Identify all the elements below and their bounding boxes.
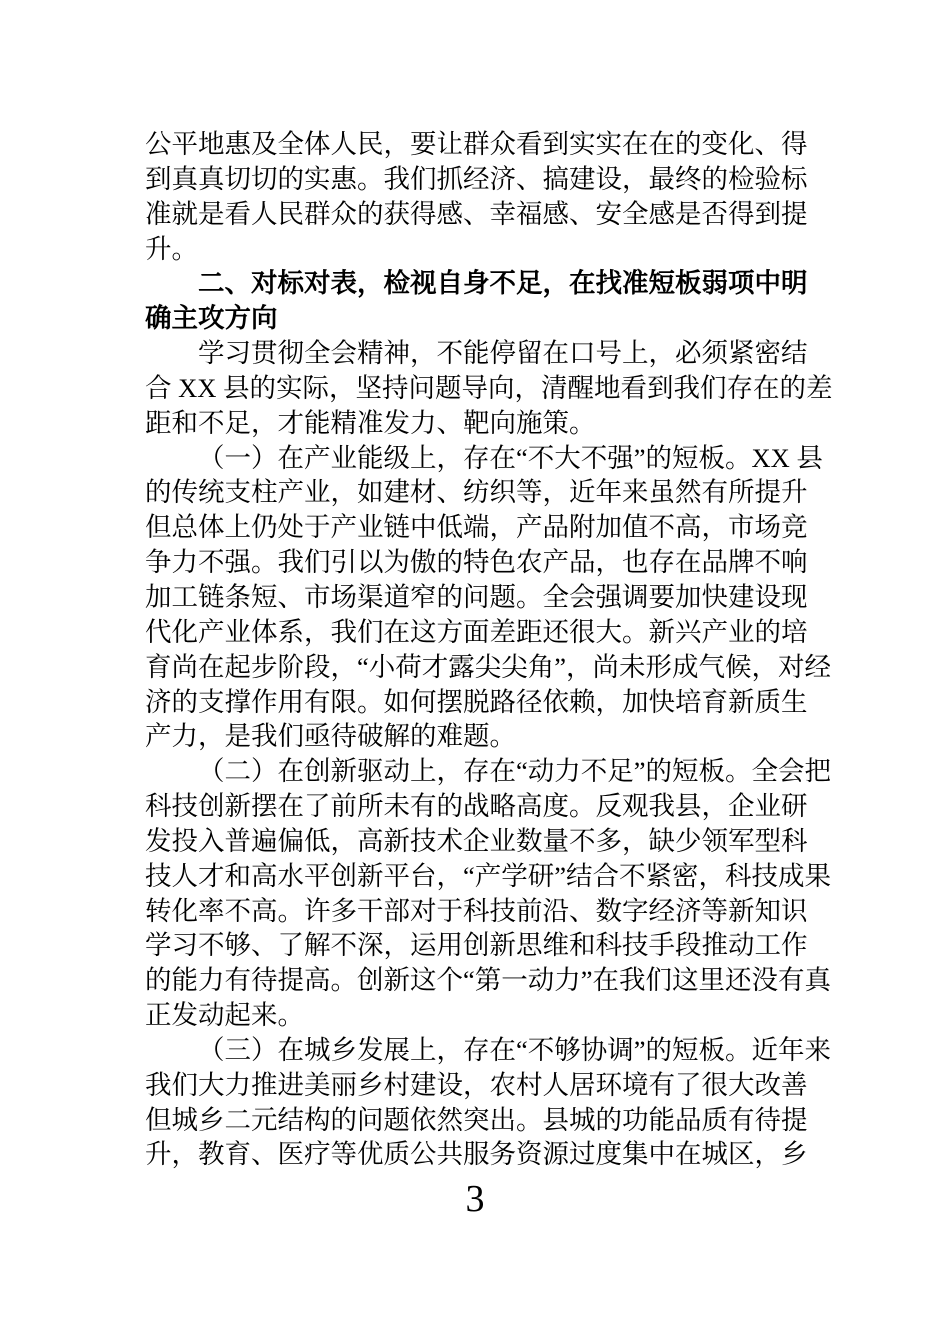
text-line: 技人才和高水平创新平台，“产学研”结合不紧密，科技成果 [145, 860, 832, 891]
text-line: 但城乡二元结构的问题依然突出。县城的功能品质有待提 [145, 1104, 808, 1135]
text-line: （一）在产业能级上，存在“不大不强”的短板。XX 县 [198, 442, 823, 473]
text-line: 代化产业体系，我们在这方面差距还很大。新兴产业的培 [145, 616, 808, 647]
text-line: 争力不强。我们引以为傲的特色农产品，也存在品牌不响 [145, 547, 808, 578]
text-line: 育尚在起步阶段，“小荷才露尖尖角”，尚未形成气候，对经 [145, 651, 832, 682]
text-line: 正发动起来。 [145, 1000, 304, 1031]
text-line: 合 XX 县的实际，坚持问题导向，清醒地看到我们存在的差 [145, 372, 833, 403]
text-line: 加工链条短、市场渠道窄的问题。全会强调要加快建设现 [145, 581, 808, 612]
text-line: 学习不够、了解不深，运用创新思维和科技手段推动工作 [145, 930, 808, 961]
paragraph-shortcoming-urban-rural [145, 1033, 832, 1172]
page-number: 3 [465, 1178, 485, 1220]
paragraph-continuation [145, 127, 817, 266]
paragraph-shortcoming-innovation [145, 754, 832, 1033]
text-line: 的能力有待提高。创新这个“第一动力”在我们这里还没有真 [145, 965, 832, 996]
text-line: 确主攻方向 [145, 303, 278, 334]
text-line: （二）在创新驱动上，存在“动力不足”的短板。全会把 [198, 756, 832, 787]
text-line: （三）在城乡发展上，存在“不够协调”的短板。近年来 [198, 1034, 832, 1065]
text-line: 发投入普遍偏低，高新技术企业数量不多，缺少领军型科 [145, 825, 808, 856]
text-line: 公平地惠及全体人民，要让群众看到实实在在的变化、得 [145, 129, 808, 159]
text-line: 济的支撑作用有限。如何摆脱路径依赖，加快培育新质生 [145, 686, 808, 717]
text-line: 转化率不高。许多干部对于科技前沿、数字经济等新知识 [145, 895, 808, 926]
text-line: 准就是看人民群众的获得感、幸福感、安全感是否得到提 [145, 198, 808, 229]
text-line: 升，教育、医疗等优质公共服务资源过度集中在城区，乡 [145, 1139, 808, 1170]
text-line: 距和不足，才能精准发力、靶向施策。 [145, 407, 596, 438]
text-line: 产力，是我们亟待破解的难题。 [145, 721, 516, 752]
paragraph-shortcoming-industry [145, 441, 832, 755]
page-footer [0, 1180, 950, 1218]
section-heading-two [145, 266, 817, 336]
text-line: 学习贯彻全会精神，不能停留在口号上，必须紧密结 [198, 338, 808, 369]
document-body [145, 127, 833, 1172]
text-line: 的传统支柱产业，如建材、纺织等，近年来虽然有所提升 [145, 477, 808, 508]
text-line: 到真真切切的实惠。我们抓经济、搞建设，最终的检验标 [145, 163, 808, 194]
text-line: 我们大力推进美丽乡村建设，农村人居环境有了很大改善 [145, 1069, 808, 1100]
text-line: 科技创新摆在了前所未有的战略高度。反观我县，企业研 [145, 791, 808, 822]
paragraph-overview [145, 336, 833, 441]
text-line: 但总体上仍处于产业链中低端，产品附加值不高，市场竞 [145, 512, 808, 543]
text-line: 升。 [145, 233, 198, 264]
text-line: 二、对标对表，检视自身不足，在找准短板弱项中明 [198, 268, 808, 299]
